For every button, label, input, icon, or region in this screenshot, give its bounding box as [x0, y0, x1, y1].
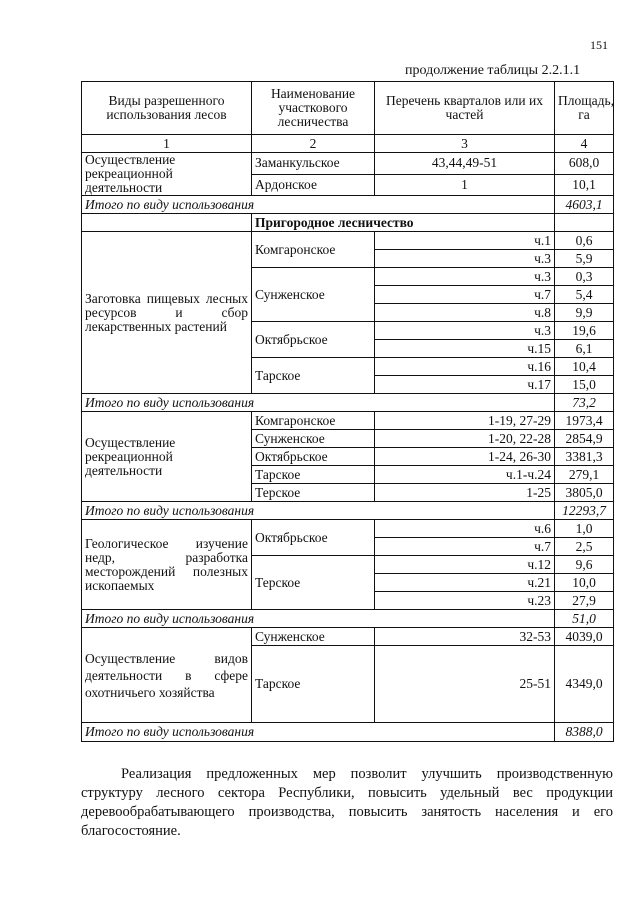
area-cell: 1,0 [555, 520, 614, 538]
quarters-cell: ч.7 [375, 538, 555, 556]
total-value: 8388,0 [555, 723, 614, 742]
area-cell: 10,0 [555, 574, 614, 592]
total-label: Итого по виду использования [82, 394, 555, 412]
col-number: 3 [375, 135, 555, 153]
land-use-table [81, 81, 614, 742]
quarters-cell: ч.23 [375, 592, 555, 610]
total-label: Итого по виду использования [82, 502, 555, 520]
use-type-cell: Осуществление рекреационной деятельности [82, 153, 252, 196]
table-row [82, 520, 614, 538]
page-number: 151 [590, 38, 608, 52]
area-cell: 4349,0 [555, 646, 614, 723]
use-type-cell: Осуществление видов деятельности в сфере охотничьего хозяйства [82, 628, 252, 723]
section-header-row [82, 214, 614, 232]
total-value: 51,0 [555, 610, 614, 628]
body-paragraph: Реализация предложенных мер позволит улучшить производственную структуру лесного сектора Республики, повысить удельный вес продукции деревообрабатывающего производства, повысить занятость населения и его благосостояние. [81, 766, 613, 839]
header-row [82, 82, 614, 135]
quarters-cell: ч.15 [375, 340, 555, 358]
area-cell: 0,6 [555, 232, 614, 250]
quarters-cell: ч.16 [375, 358, 555, 376]
table-row [82, 232, 614, 250]
forestry-cell: Ардонское [252, 174, 375, 196]
header-forestry: Наименование участкового лесничества [252, 82, 375, 135]
forestry-cell: Терское [252, 484, 375, 502]
header-area: Площадь, га [555, 82, 614, 135]
quarters-cell: ч.3 [375, 250, 555, 268]
quarters-cell: 1 [375, 174, 555, 196]
quarters-cell: 32-53 [375, 628, 555, 646]
quarters-cell: 1-24, 26-30 [375, 448, 555, 466]
total-row [82, 723, 614, 742]
quarters-cell: ч.12 [375, 556, 555, 574]
area-cell: 9,9 [555, 304, 614, 322]
forestry-cell: Октябрьское [252, 520, 375, 556]
total-label: Итого по виду использования [82, 610, 555, 628]
total-value: 4603,1 [555, 196, 614, 214]
area-cell: 2,5 [555, 538, 614, 556]
area-cell: 9,6 [555, 556, 614, 574]
empty-cell [555, 214, 614, 232]
header-use-type: Виды разрешенного использования лесов [82, 82, 252, 135]
total-row [82, 502, 614, 520]
total-label: Итого по виду использования [82, 196, 555, 214]
forestry-cell: Тарское [252, 646, 375, 723]
area-cell: 2854,9 [555, 430, 614, 448]
quarters-cell: ч.1 [375, 232, 555, 250]
total-label: Итого по виду использования [82, 723, 555, 742]
area-cell: 3381,3 [555, 448, 614, 466]
area-cell: 5,4 [555, 286, 614, 304]
header-quarters: Перечень кварталов или их частей [375, 82, 555, 135]
total-value: 12293,7 [555, 502, 614, 520]
use-type-cell: Осуществление рекреационной деятельности [82, 412, 252, 502]
quarters-cell: 1-20, 22-28 [375, 430, 555, 448]
table-row [82, 153, 614, 175]
forestry-cell: Октябрьское [252, 322, 375, 358]
empty-cell [82, 214, 252, 232]
col-number: 4 [555, 135, 614, 153]
quarters-cell: ч.17 [375, 376, 555, 394]
total-value: 73,2 [555, 394, 614, 412]
quarters-cell: ч.1-ч.24 [375, 466, 555, 484]
area-cell: 10,1 [555, 174, 614, 196]
table-row [82, 412, 614, 430]
forestry-cell: Заманкульское [252, 153, 375, 175]
quarters-cell: ч.7 [375, 286, 555, 304]
col-number: 2 [252, 135, 375, 153]
forestry-cell: Сунженское [252, 268, 375, 322]
forestry-cell: Октябрьское [252, 448, 375, 466]
forestry-cell: Сунженское [252, 628, 375, 646]
quarters-cell: 43,44,49-51 [375, 153, 555, 175]
quarters-cell: ч.6 [375, 520, 555, 538]
quarters-cell: ч.3 [375, 268, 555, 286]
quarters-cell: ч.3 [375, 322, 555, 340]
area-cell: 4039,0 [555, 628, 614, 646]
total-row [82, 394, 614, 412]
area-cell: 279,1 [555, 466, 614, 484]
area-cell: 3805,0 [555, 484, 614, 502]
total-row [82, 610, 614, 628]
area-cell: 1973,4 [555, 412, 614, 430]
forestry-cell: Сунженское [252, 430, 375, 448]
forestry-cell: Тарское [252, 358, 375, 394]
quarters-cell: 1-25 [375, 484, 555, 502]
area-cell: 10,4 [555, 358, 614, 376]
quarters-cell: 25-51 [375, 646, 555, 723]
column-number-row [82, 135, 614, 153]
area-cell: 27,9 [555, 592, 614, 610]
col-number: 1 [82, 135, 252, 153]
quarters-cell: 1-19, 27-29 [375, 412, 555, 430]
area-cell: 6,1 [555, 340, 614, 358]
quarters-cell: ч.21 [375, 574, 555, 592]
forestry-cell: Комгаронское [252, 232, 375, 268]
area-cell: 19,6 [555, 322, 614, 340]
forestry-cell: Терское [252, 556, 375, 610]
suburban-forestry-title: Пригородное лесничество [252, 214, 555, 232]
use-type-cell: Геологическое изучение недр, разработка месторождений полезных ископаемых [82, 520, 252, 610]
area-cell: 608,0 [555, 153, 614, 175]
table-row [82, 628, 614, 646]
total-row [82, 196, 614, 214]
area-cell: 15,0 [555, 376, 614, 394]
quarters-cell: ч.8 [375, 304, 555, 322]
area-cell: 0,3 [555, 268, 614, 286]
use-type-cell: Заготовка пищевых лесных ресурсов и сбор лекарственных растений [82, 232, 252, 394]
table-caption: продолжение таблицы 2.2.1.1 [405, 63, 581, 78]
forestry-cell: Комгаронское [252, 412, 375, 430]
area-cell: 5,9 [555, 250, 614, 268]
forestry-cell: Тарское [252, 466, 375, 484]
